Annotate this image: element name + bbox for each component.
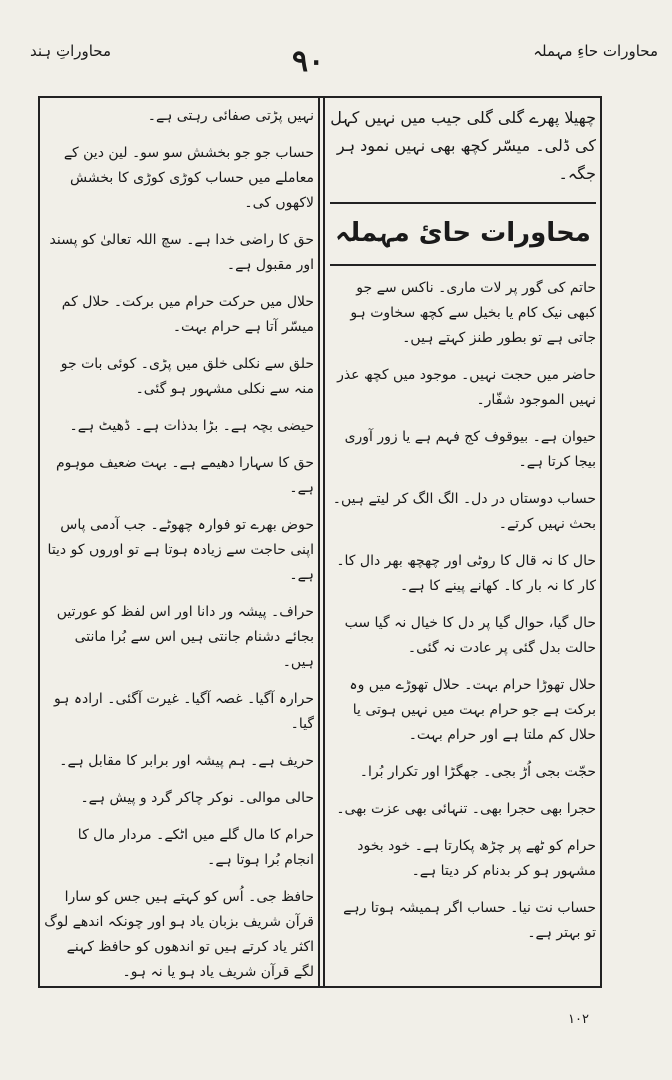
proverb-entry: حلق سے نکلی خلق میں پڑی۔ کوئی بات جو منہ سے نکلی مشہور ہو گئی۔ xyxy=(60,356,314,397)
proverb-entry: حیوان ہے۔ بیوقوف کج فہم ہے یا زور آوری بیجا کرتا ہے۔ xyxy=(344,429,596,470)
proverb-entry: حساب نت نیا۔ حساب اگر ہمیشہ ہوتا رہے تو بہتر ہے۔ xyxy=(343,900,596,941)
running-header-left: محاوراتِ ہند xyxy=(30,42,112,60)
proverb-entry: حیضی بچہ ہے۔ بڑا بدذات ہے۔ ڈھیٹ ہے۔ xyxy=(69,418,314,434)
proverb-entry: حساب دوستاں در دل۔ الگ الگ کر لیتے ہیں۔ بحث نہیں کرتے۔ xyxy=(332,491,596,532)
proverb-entry: حجّت بجی اُڑ بجی۔ جھگڑا اور تکرار بُرا۔ xyxy=(359,764,596,780)
proverb-entry: حراف۔ پیشہ ور دانا اور اس لفظ کو عورتیں بجائے دشنام جانتی ہیں اس سے بُرا مانتی ہیں۔ xyxy=(56,604,314,670)
top-proverb: چھیلا پھرے گلی گلی جیب میں نہیں کہل کی ڈلی۔ میسّر کچھ بھی نہیں نمود ہر جگہ۔ xyxy=(330,108,596,183)
proverb-entry: حالی موالی۔ نوکر چاکر گرد و پیش ہے۔ xyxy=(80,790,314,806)
proverb-entry: حال گیا، حوال گیا پر دل کا خیال نہ گیا سب حالت بدل گئی پر عادت نہ گئی۔ xyxy=(344,615,596,656)
proverb-entry: حرام کا مال گلے میں اٹکے۔ مردار مال کا انجام بُرا ہوتا ہے۔ xyxy=(77,827,314,868)
proverb-entry: حال کا نہ قال کا روٹی اور چھچھ بھر دال کا۔ کار کا نہ بار کا۔ کھانے پینے کا ہے۔ xyxy=(336,553,596,594)
proverb-entry: حق کا سہارا دھیمے ہے۔ بہت ضعیف موہوم ہے۔ xyxy=(55,455,314,496)
proverb-entry: حلال میں حرکت حرام میں برکت۔ حلال کم میسّر آتا ہے حرام بہت۔ xyxy=(61,294,314,335)
proverb-entry: حاضر میں حجت نہیں۔ موجود میں کچھ عذر نہیں الموجود شفّار۔ xyxy=(337,367,596,408)
right-column xyxy=(330,100,596,980)
column-divider xyxy=(318,96,325,988)
left-column xyxy=(44,104,314,980)
page-number: ۹۰ xyxy=(292,44,325,79)
footer-page-number: ۱۰۲ xyxy=(568,1012,589,1027)
running-header-right: محاورات حاءِ مہملہ xyxy=(533,42,658,60)
proverb-entry: حجرا بھی حجرا بھی۔ تنہائی بھی عزت بھی۔ xyxy=(336,801,596,817)
proverb-entry: حلال تھوڑا حرام بہت۔ حلال تھوڑے میں وہ برکت ہے جو حرام بہت میں نہیں ہوتی یا حلال کم ملتا ہے اور حرام بہت۔ xyxy=(349,677,596,743)
proverb-entry: حافظ جی۔ اُس کو کہتے ہیں جس کو سارا قرآن شریف بزبان یاد ہو اور چونکہ اندھے لوگ اکثر یاد کرتے ہیں تو اندھوں کو حافظ کہنے لگے قرآن شریف یاد ہو یا نہ ہو۔ xyxy=(44,889,314,980)
proverb-entry: حرارہ آگیا۔ غصہ آگیا۔ غیرت آگئی۔ ارادہ ہو گیا۔ xyxy=(53,691,314,732)
proverb-entry: حاتم کی گور پر لات ماری۔ ناکس سے جو کبھی نیک کام یا بخیل سے کچھ سخاوت ہو جاتی ہے تو بطور طنز کہتے ہیں۔ xyxy=(350,280,596,346)
proverb-entry: حرام کو ٹھے پر چڑھ پکارتا ہے۔ خود بخود مشہور ہو کر بدنام کر دیتا ہے۔ xyxy=(357,838,596,879)
proverb-entry: نہیں پڑتی صفائی رہتی ہے۔ xyxy=(147,108,314,124)
section-title: محاورات حائ مہملہ xyxy=(330,202,596,266)
proverb-entry: حوض بھرے تو فوارہ چھوٹے۔ جب آدمی پاس اپنی حاجت سے زیادہ ہوتا ہے تو اوروں کو دیتا ہے۔ xyxy=(47,517,314,583)
proverb-entry: حساب جو جو بخشش سو سو۔ لین دین کے معاملے میں حساب کوڑی کوڑی کا بخشش لاکھوں کی۔ xyxy=(63,145,314,211)
proverb-entry: حریف ہے۔ ہم پیشہ اور برابر کا مقابل ہے۔ xyxy=(59,753,314,769)
proverb-entry: حق کا راضی خدا ہے۔ سچ اللہ تعالیٰ کو پسند اور مقبول ہے۔ xyxy=(49,232,314,273)
